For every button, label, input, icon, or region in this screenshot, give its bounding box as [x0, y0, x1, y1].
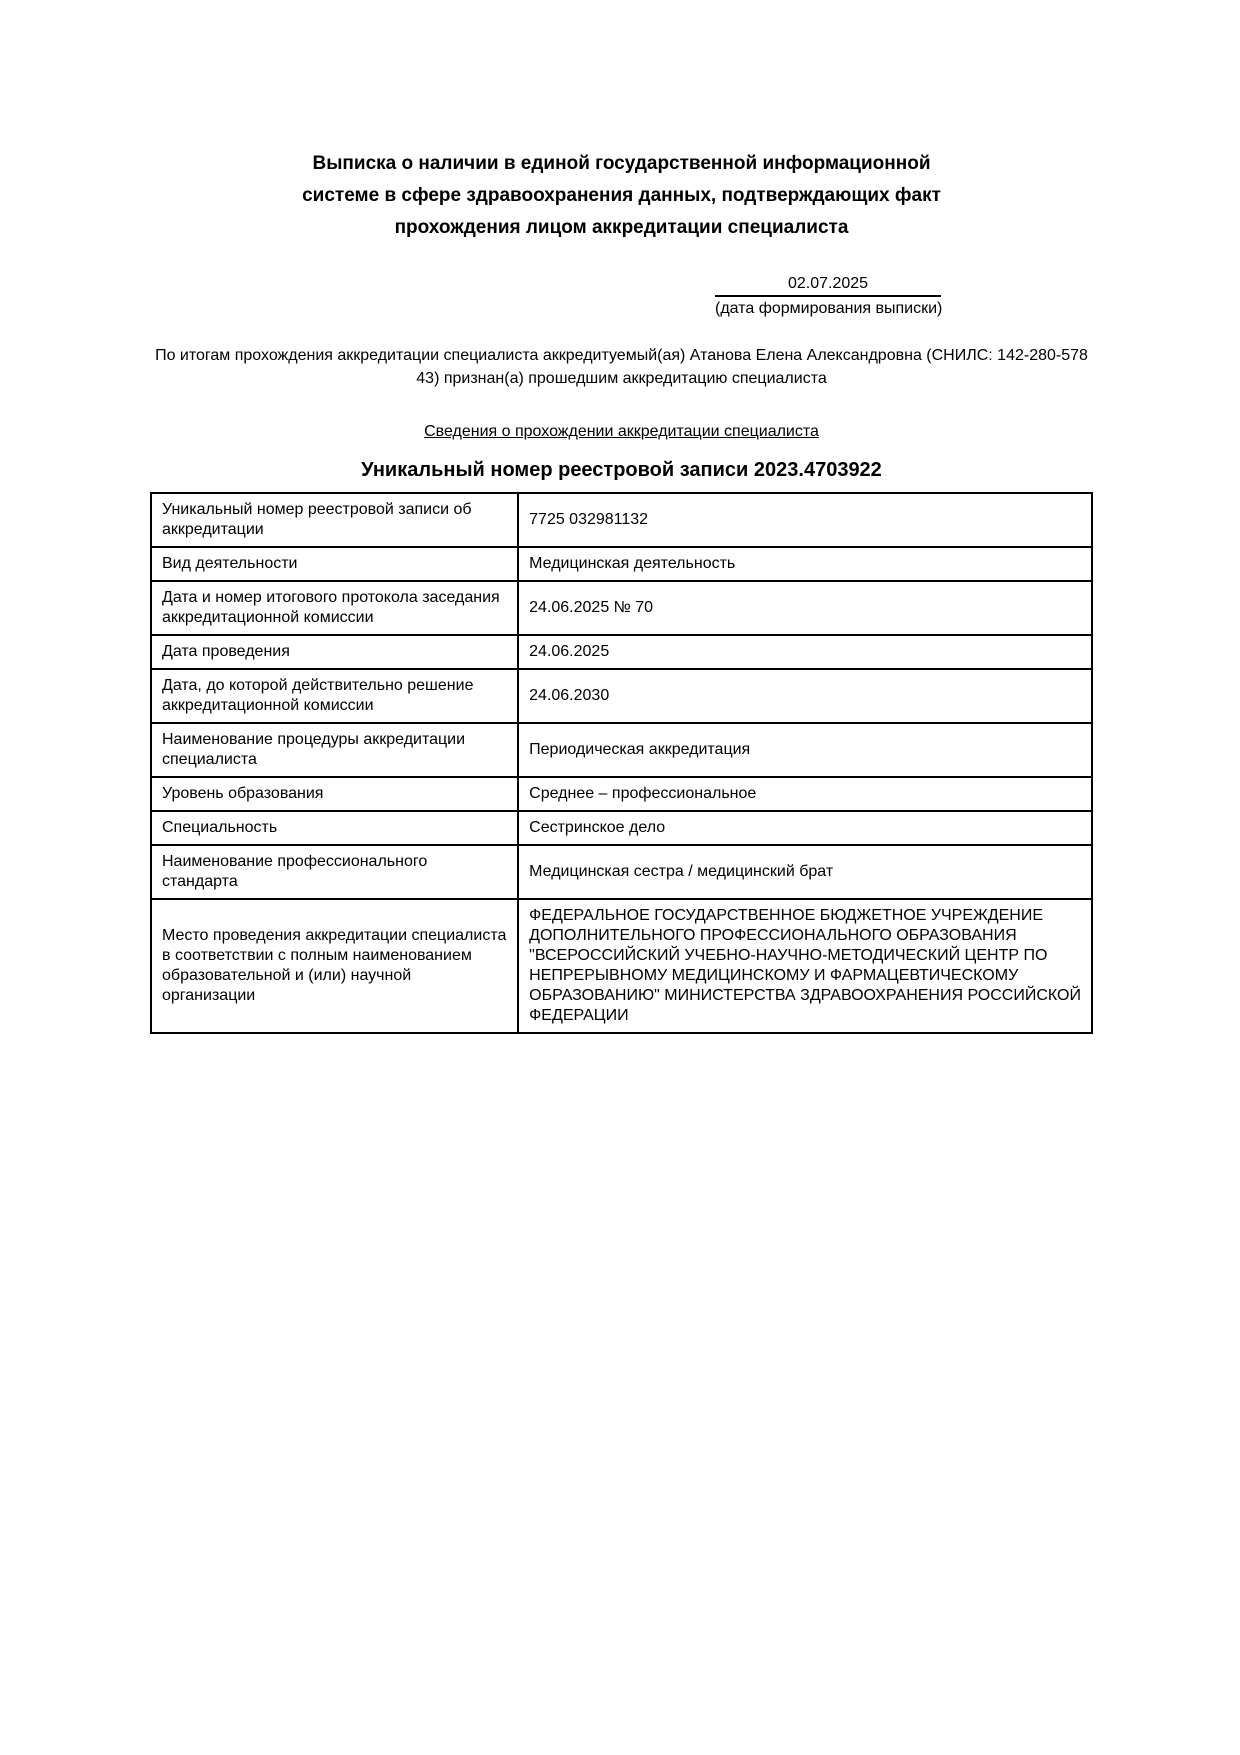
organization-line-3: "ВСЕРОССИЙСКИЙ УЧЕБНО-НАУЧНО-МЕТОДИЧЕСКИЙ ЦЕНТР ПО: [529, 947, 1048, 964]
title-line-1: Выписка о наличии в единой государственной информационной: [312, 153, 931, 174]
row-value: Сестринское дело: [518, 811, 1092, 845]
row-label: Место проведения аккредитации специалиста в соответствии с полным наименованием образовательной и (или) научной организации: [151, 899, 518, 1033]
row-label: Уникальный номер реестровой записи об аккредитации: [151, 493, 518, 547]
table-row-date-held: [151, 635, 1092, 669]
row-label: Специальность: [151, 811, 518, 845]
intro-line-1: По итогам прохождения аккредитации специалиста аккредитуемый(ая) Атанова Елена Александровна (СНИЛС: 142-280-578: [155, 347, 1088, 364]
row-label: Дата проведения: [151, 635, 518, 669]
table-row-organization: [151, 899, 1092, 1033]
accreditation-table: [150, 492, 1093, 1034]
row-value: Периодическая аккредитация: [518, 723, 1092, 777]
row-value: Медицинская сестра / медицинский брат: [518, 845, 1092, 899]
organization-line-5: ОБРАЗОВАНИЮ" МИНИСТЕРСТВА ЗДРАВООХРАНЕНИЯ РОССИЙСКОЙ: [529, 987, 1081, 1004]
table-row-professional-standard: [151, 845, 1092, 899]
table-row-procedure-name: [151, 723, 1092, 777]
issue-date-caption: (дата формирования выписки): [715, 300, 943, 317]
row-label: Вид деятельности: [151, 547, 518, 581]
organization-line-1: ФЕДЕРАЛЬНОЕ ГОСУДАРСТВЕННОЕ БЮДЖЕТНОЕ УЧРЕЖДЕНИЕ: [529, 907, 1044, 924]
issue-date: 02.07.2025: [715, 274, 941, 297]
row-value: 24.06.2025: [518, 635, 1092, 669]
table-row-education-level: [151, 777, 1092, 811]
document-title: [150, 148, 1093, 244]
row-value: 24.06.2025 № 70: [518, 581, 1092, 635]
organization-line-2: ДОПОЛНИТЕЛЬНОГО ПРОФЕССИОНАЛЬНОГО ОБРАЗОВАНИЯ: [529, 927, 1017, 944]
section-header: [150, 422, 1093, 441]
title-line-2: системе в сфере здравоохранения данных, подтверждающих факт: [302, 185, 941, 206]
row-value: Среднее – профессиональное: [518, 777, 1092, 811]
table-row-registry-number: [151, 493, 1092, 547]
organization-line-6: ФЕДЕРАЦИИ: [529, 1007, 629, 1024]
table-row-specialty: [151, 811, 1092, 845]
row-value: 24.06.2030: [518, 669, 1092, 723]
section-header-text: Сведения о прохождении аккредитации специалиста: [424, 423, 819, 440]
row-value: 7725 032981132: [518, 493, 1092, 547]
organization-line-4: НЕПРЕРЫВНОМУ МЕДИЦИНСКОМУ И ФАРМАЦЕВТИЧЕСКОМУ: [529, 967, 1019, 984]
row-label: Дата, до которой действительно решение аккредитационной комиссии: [151, 669, 518, 723]
row-label: Наименование профессионального стандарта: [151, 845, 518, 899]
intro-paragraph: [150, 344, 1093, 390]
table-row-activity-type: [151, 547, 1092, 581]
row-value-organization: [518, 899, 1092, 1033]
row-label: Дата и номер итогового протокола заседания аккредитационной комиссии: [151, 581, 518, 635]
issue-date-block: [715, 274, 941, 318]
title-line-3: прохождения лицом аккредитации специалиста: [394, 217, 849, 238]
row-label: Уровень образования: [151, 777, 518, 811]
row-value: Медицинская деятельность: [518, 547, 1092, 581]
table-row-valid-until: [151, 669, 1092, 723]
table-row-protocol: [151, 581, 1092, 635]
row-label: Наименование процедуры аккредитации специалиста: [151, 723, 518, 777]
registry-record-subtitle: Уникальный номер реестровой записи 2023.4703922: [361, 459, 882, 481]
intro-line-2: 43) признан(а) прошедшим аккредитацию специалиста: [416, 370, 827, 387]
